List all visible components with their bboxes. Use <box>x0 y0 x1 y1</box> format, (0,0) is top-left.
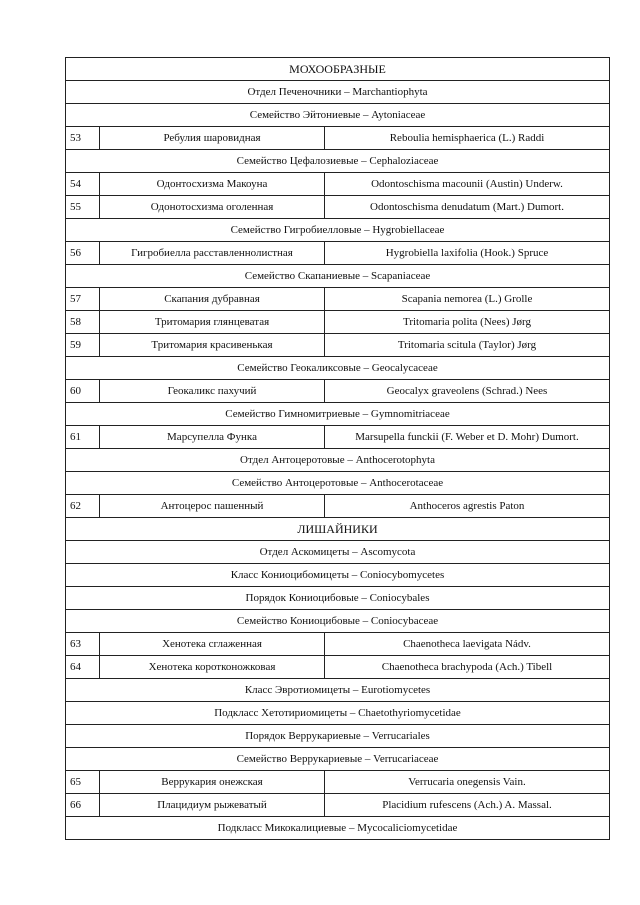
latin-name: Scapania nemorea (L.) Grolle <box>325 288 610 311</box>
taxon-heading: Семейство Веррукариевые – Verrucariaceae <box>66 748 610 771</box>
species-number: 61 <box>66 426 100 449</box>
group-heading-row <box>66 58 610 81</box>
latin-name: Placidium rufescens (Ach.) A. Massal. <box>325 794 610 817</box>
russian-name: Плацидиум рыжеватый <box>100 794 325 817</box>
latin-name: Marsupella funckii (F. Weber et D. Mohr) Dumort. <box>325 426 610 449</box>
species-number: 60 <box>66 380 100 403</box>
russian-name: Тритомария красивенькая <box>100 334 325 357</box>
species-list-page <box>65 57 609 840</box>
species-row <box>66 334 610 357</box>
taxon-heading: Порядок Веррукариевые – Verrucariales <box>66 725 610 748</box>
latin-name: Anthoceros agrestis Paton <box>325 495 610 518</box>
species-row <box>66 380 610 403</box>
latin-name: Odontoschisma macounii (Austin) Underw. <box>325 173 610 196</box>
russian-name: Одонтосхизма Макоуна <box>100 173 325 196</box>
taxon-heading-row <box>66 817 610 840</box>
taxon-heading: Семейство Скапаниевые – Scapaniaceae <box>66 265 610 288</box>
species-table <box>65 57 610 840</box>
russian-name: Гигробиелла расставленнолистная <box>100 242 325 265</box>
taxon-heading: Порядок Кониоцибовые – Coniocybales <box>66 587 610 610</box>
taxon-heading-row <box>66 104 610 127</box>
taxon-heading: Семейство Антоцеротовые – Anthocerotaceae <box>66 472 610 495</box>
taxon-heading: Семейство Эйтониевые – Aytoniaceae <box>66 104 610 127</box>
taxon-heading: Семейство Кониоцибовые – Coniocybaceae <box>66 610 610 633</box>
russian-name: Марсупелла Функа <box>100 426 325 449</box>
taxon-heading: Семейство Геокаликсовые – Geocalycaceae <box>66 357 610 380</box>
taxon-heading: Подкласс Хетотириомицеты – Chaetothyriomycetidae <box>66 702 610 725</box>
taxon-heading-row <box>66 472 610 495</box>
russian-name: Геокаликс пахучий <box>100 380 325 403</box>
taxon-heading: Семейство Цефалозиевые – Cephaloziaceae <box>66 150 610 173</box>
russian-name: Одонотосхизма оголенная <box>100 196 325 219</box>
latin-name: Odontoschisma denudatum (Mart.) Dumort. <box>325 196 610 219</box>
species-row <box>66 426 610 449</box>
taxon-heading-row <box>66 748 610 771</box>
taxon-heading: Отдел Печеночники – Marchantiophyta <box>66 81 610 104</box>
species-number: 55 <box>66 196 100 219</box>
russian-name: Антоцерос пашенный <box>100 495 325 518</box>
species-number: 66 <box>66 794 100 817</box>
species-number: 57 <box>66 288 100 311</box>
taxon-heading-row <box>66 610 610 633</box>
latin-name: Geocalyx graveolens (Schrad.) Nees <box>325 380 610 403</box>
species-table-body <box>66 58 610 840</box>
russian-name: Хенотека сглаженная <box>100 633 325 656</box>
taxon-heading: Подкласс Микокалициевые – Mycocaliciomycetidae <box>66 817 610 840</box>
group-heading-row <box>66 518 610 541</box>
taxon-heading-row <box>66 679 610 702</box>
species-row <box>66 656 610 679</box>
russian-name: Веррукария онежская <box>100 771 325 794</box>
species-row <box>66 633 610 656</box>
group-heading: МОХООБРАЗНЫЕ <box>66 58 610 81</box>
russian-name: Хенотека коротконожковая <box>100 656 325 679</box>
taxon-heading: Класс Кониоцибомицеты – Coniocybomycetes <box>66 564 610 587</box>
russian-name: Ребулия шаровидная <box>100 127 325 150</box>
latin-name: Chaenotheca laevigata Nádv. <box>325 633 610 656</box>
species-number: 56 <box>66 242 100 265</box>
species-number: 63 <box>66 633 100 656</box>
species-row <box>66 311 610 334</box>
taxon-heading: Семейство Гигробиелловые – Hygrobiellaceae <box>66 219 610 242</box>
taxon-heading-row <box>66 449 610 472</box>
taxon-heading: Семейство Гимномитриевые – Gymnomitriaceae <box>66 403 610 426</box>
latin-name: Tritomaria polita (Nees) Jørg <box>325 311 610 334</box>
species-number: 65 <box>66 771 100 794</box>
taxon-heading-row <box>66 219 610 242</box>
species-row <box>66 196 610 219</box>
taxon-heading-row <box>66 702 610 725</box>
taxon-heading-row <box>66 541 610 564</box>
species-row <box>66 495 610 518</box>
latin-name: Chaenotheca brachypoda (Ach.) Tibell <box>325 656 610 679</box>
species-row <box>66 794 610 817</box>
taxon-heading-row <box>66 357 610 380</box>
species-number: 53 <box>66 127 100 150</box>
taxon-heading: Отдел Аскомицеты – Ascomycota <box>66 541 610 564</box>
taxon-heading: Класс Эвротиомицеты – Eurotiomycetes <box>66 679 610 702</box>
species-number: 58 <box>66 311 100 334</box>
latin-name: Tritomaria scitula (Taylor) Jørg <box>325 334 610 357</box>
species-number: 59 <box>66 334 100 357</box>
species-number: 64 <box>66 656 100 679</box>
species-number: 54 <box>66 173 100 196</box>
russian-name: Скапания дубравная <box>100 288 325 311</box>
taxon-heading-row <box>66 265 610 288</box>
species-row <box>66 127 610 150</box>
species-row <box>66 242 610 265</box>
latin-name: Reboulia hemisphaerica (L.) Raddi <box>325 127 610 150</box>
latin-name: Verrucaria onegensis Vain. <box>325 771 610 794</box>
taxon-heading-row <box>66 403 610 426</box>
taxon-heading-row <box>66 725 610 748</box>
taxon-heading-row <box>66 81 610 104</box>
taxon-heading-row <box>66 564 610 587</box>
russian-name: Тритомария глянцеватая <box>100 311 325 334</box>
species-number: 62 <box>66 495 100 518</box>
species-row <box>66 173 610 196</box>
group-heading: ЛИШАЙНИКИ <box>66 518 610 541</box>
taxon-heading-row <box>66 150 610 173</box>
taxon-heading-row <box>66 587 610 610</box>
species-row <box>66 288 610 311</box>
taxon-heading: Отдел Антоцеротовые – Anthocerotophyta <box>66 449 610 472</box>
species-row <box>66 771 610 794</box>
latin-name: Hygrobiella laxifolia (Hook.) Spruce <box>325 242 610 265</box>
